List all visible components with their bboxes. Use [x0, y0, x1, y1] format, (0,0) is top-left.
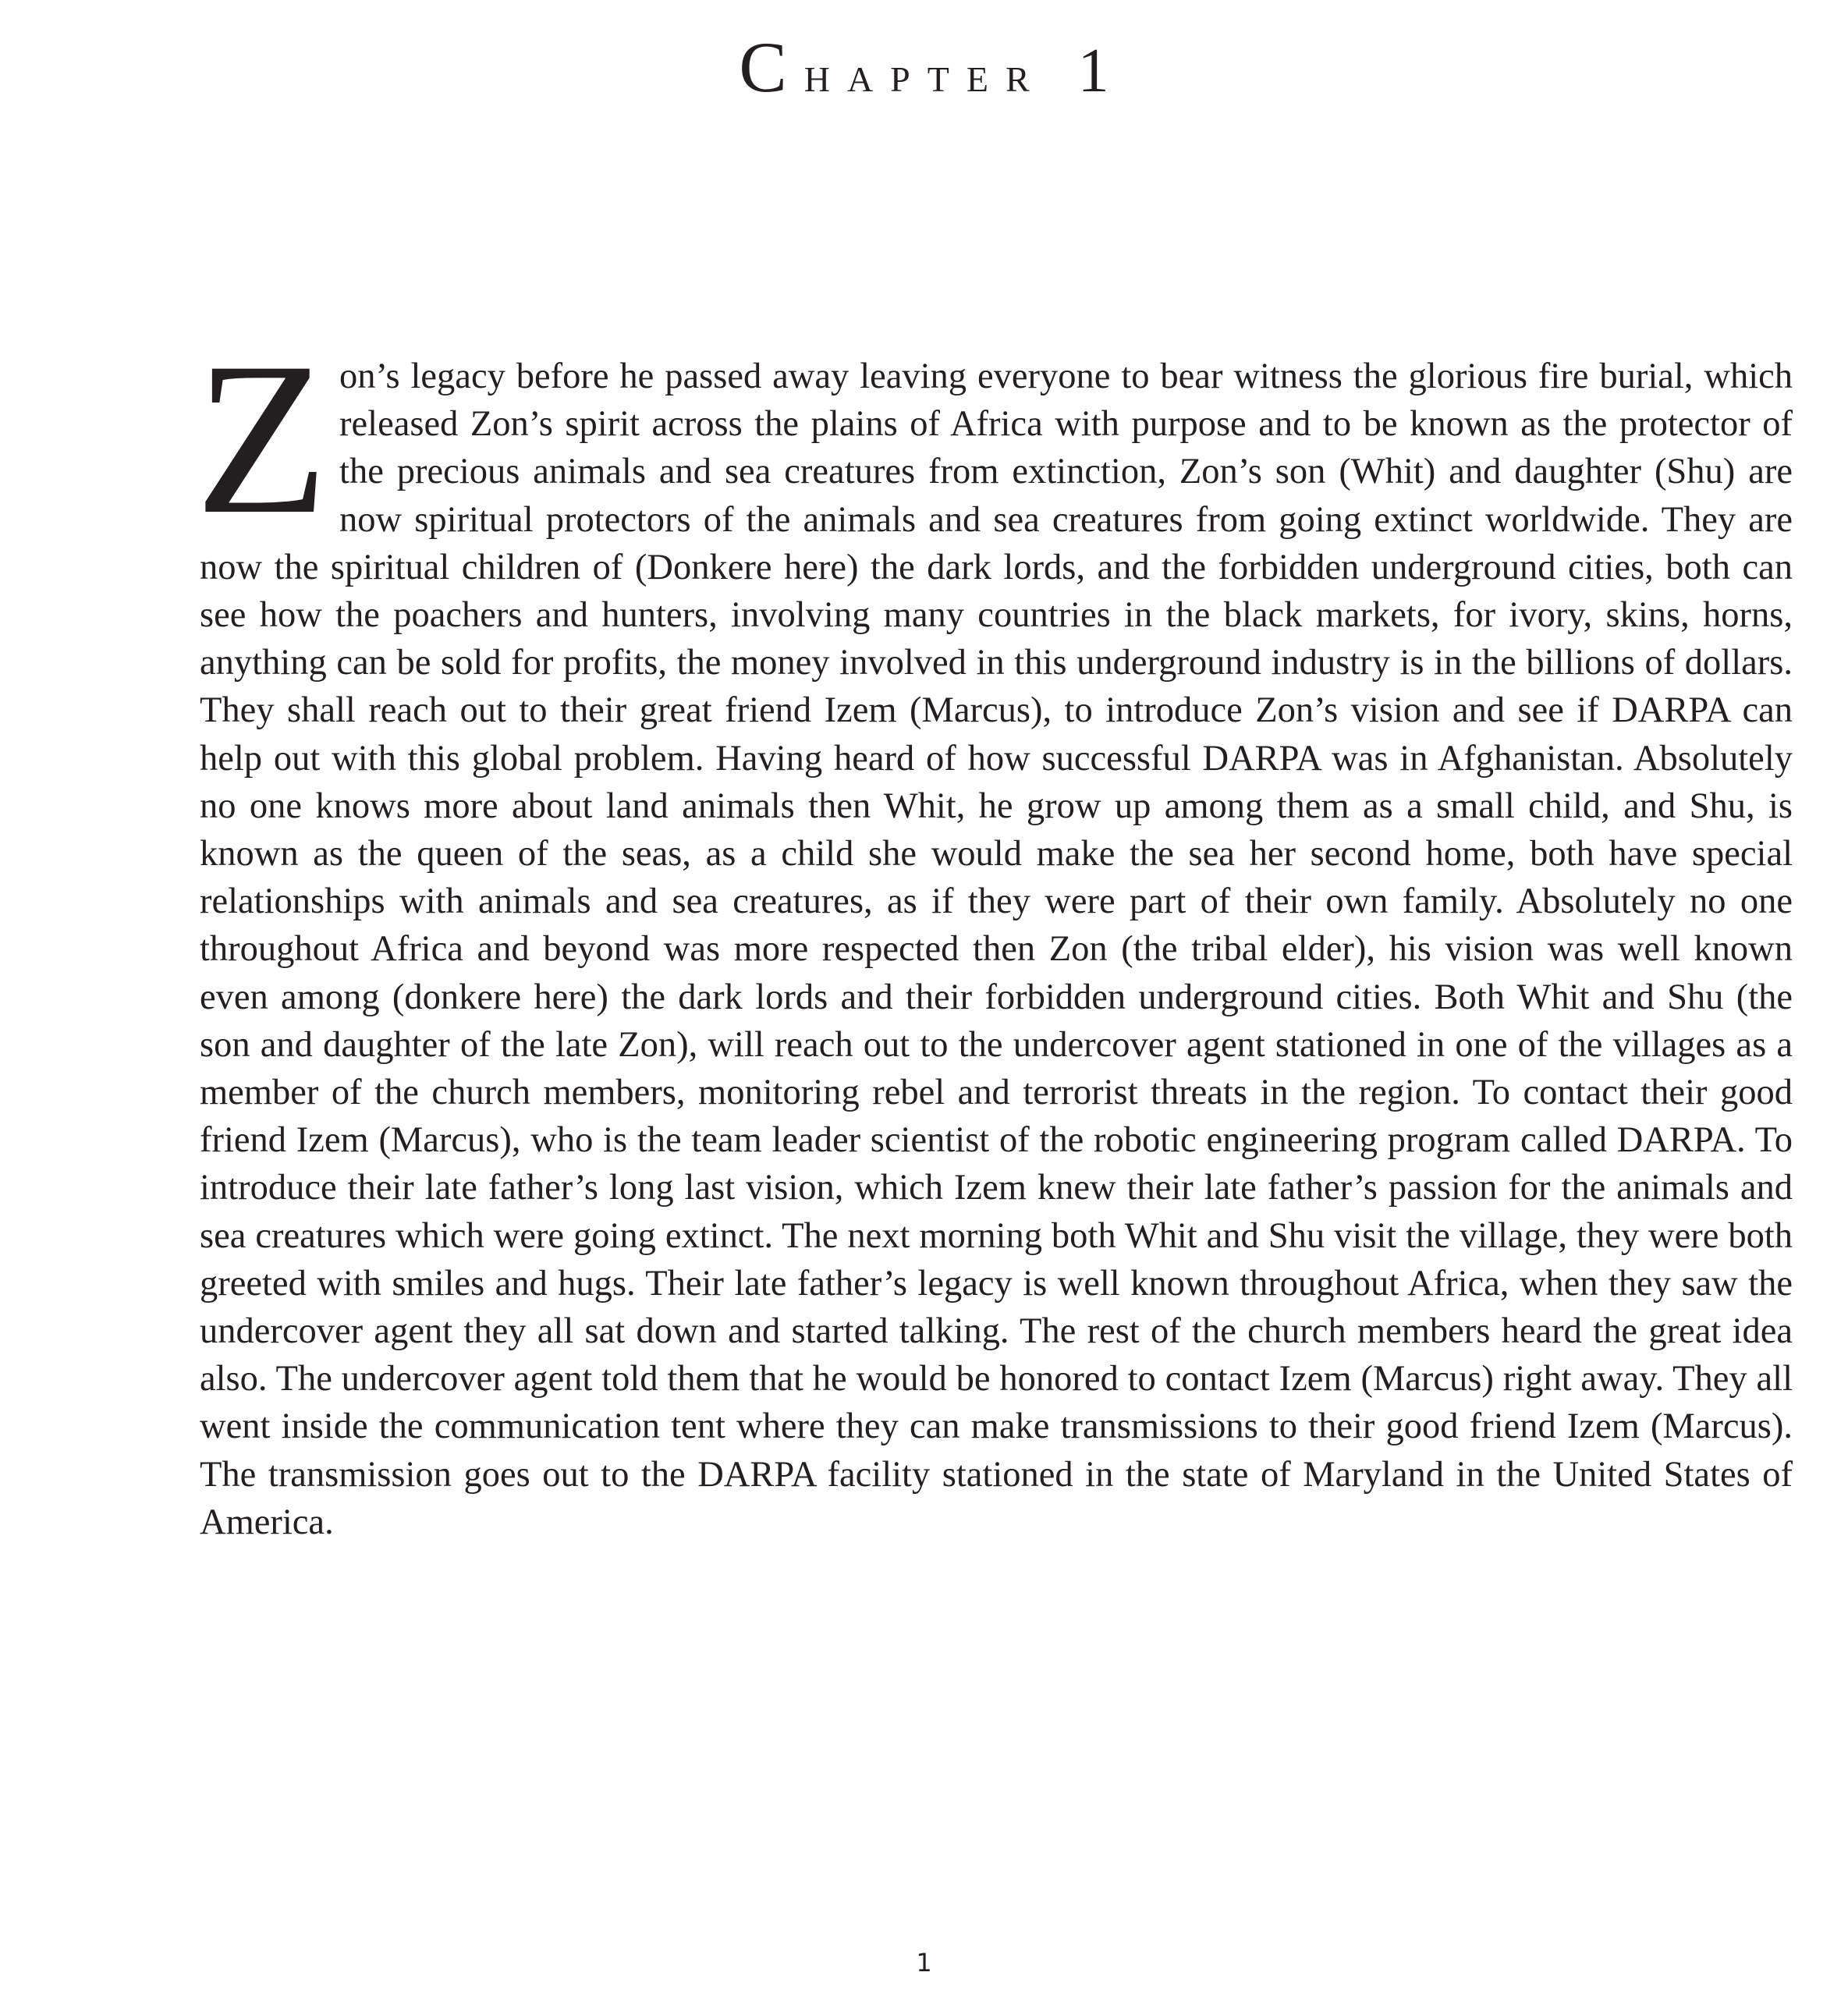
chapter-heading	[0, 27, 1848, 111]
chapter-body	[195, 317, 1793, 1546]
drop-cap: Z	[195, 317, 329, 559]
chapter-heading-initial: C	[739, 27, 804, 107]
page-number: 1	[916, 1948, 932, 1977]
body-paragraph: on’s legacy before he passed away leaving everyone to bear witness the glorious fire burial, which released Zon’s spirit across the plains of Africa with purpose and to be known as the protector of the precious animals and sea creatures from extinction, Zon’s son (Whit) and daughter (Shu) are now spiritual protectors of the animals and sea creatures from going extinct worldwide. They are now the spiritual children of (Donkere here) the dark lords, and the forbidden underground cities, both can see how the poachers and hunters, involving many countries in the black markets, for ivory, skins, horns, anything can be sold for profits, the money involved in this underground industry is in the billions of dollars. They shall reach out to their great friend Izem (Marcus), to introduce Zon’s vision and see if DARPA can help out with this global problem. Having heard of how successful DARPA was in Afghanistan. Absolutely no one knows more about land animals then Whit, he grow up among them as a small child, and Shu, is known as the queen of the seas, as a child she would make the sea her second home, both have special relationships with animals and sea creatures, as if they were part of their own family. Absolutely no one throughout Africa and beyond was more respected then Zon (the tribal elder), his vision was well known even among (donkere here) the dark lords and their forbidden underground cities. Both Whit and Shu (the son and daughter of the late Zon), will reach out to the undercover agent stationed in one of the villages as a member of the church members, monitoring rebel and terrorist threats in the region. To contact their good friend Izem (Marcus), who is the team leader scientist of the robotic engineering program called DARPA. To introduce their late father’s long last vision, which Izem knew their late father’s passion for the animals and sea creatures which were going extinct. The next morning both Whit and Shu visit the village, they were both greeted with smiles and hugs. Their late father’s legacy is well known throughout Africa, when they saw the undercover agent they all sat down and started talking. The rest of the church members heard the great idea also. The undercover agent told them that he would be honored to contact Izem (Marcus) right away. They all went inside the communication tent where they can make transmissions to their good friend Izem (Marcus). The transmission goes out to the DARPA facility stationed in the state of Maryland in the United States of America.	[200, 356, 1793, 1542]
chapter-number: 1	[1077, 37, 1109, 105]
chapter-heading-word: hapter	[803, 46, 1047, 103]
